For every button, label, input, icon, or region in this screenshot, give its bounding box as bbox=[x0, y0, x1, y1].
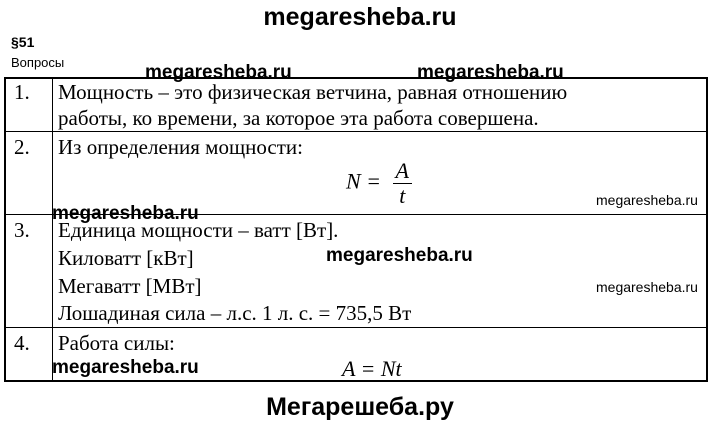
answer-line: Из определения мощности: bbox=[58, 135, 303, 159]
watermark: megaresheba.ru bbox=[145, 62, 292, 83]
answer-line: Мегаватт [МВт] bbox=[58, 274, 202, 298]
watermark: megaresheba.ru bbox=[52, 357, 199, 378]
section-number: §51 bbox=[11, 34, 35, 50]
site-footer: Мегарешеба.ру bbox=[266, 393, 454, 421]
row-number: 4. bbox=[14, 331, 30, 355]
formula-fraction bbox=[393, 159, 412, 208]
answer-line: Работа силы: bbox=[58, 331, 175, 355]
watermark-small: megaresheba.ru bbox=[596, 279, 698, 295]
row-number: 3. bbox=[14, 218, 30, 242]
watermark: megaresheba.ru bbox=[52, 203, 199, 224]
column-divider bbox=[52, 79, 53, 380]
answer-line: Киловатт [кВт] bbox=[58, 246, 194, 270]
row-number: 1. bbox=[14, 80, 30, 104]
watermark-small: megaresheba.ru bbox=[596, 192, 698, 208]
answer-line: Единица мощности – ватт [Вт]. bbox=[58, 218, 339, 242]
answers-table bbox=[4, 77, 708, 382]
watermark: megaresheba.ru bbox=[417, 62, 564, 83]
formula-numerator: A bbox=[393, 159, 412, 184]
answer-line: Лошадиная сила – л.с. 1 л. с. = 735,5 Вт bbox=[58, 301, 412, 325]
section-subtitle: Вопросы bbox=[11, 55, 65, 70]
watermark: megaresheba.ru bbox=[326, 245, 473, 266]
formula-lhs: N = bbox=[346, 168, 382, 194]
formula-denominator: t bbox=[399, 183, 406, 208]
answer-line: Мощность – это физическая ветчина, равная отношению bbox=[58, 80, 568, 104]
row-divider bbox=[6, 131, 706, 132]
answer-line: работы, ко времени, за которое эта работа совершена. bbox=[58, 106, 539, 130]
row-number: 2. bbox=[14, 135, 30, 159]
work-formula: A = Nt bbox=[342, 356, 402, 381]
row-divider bbox=[6, 327, 706, 328]
site-header: megaresheba.ru bbox=[263, 3, 457, 31]
power-formula bbox=[346, 159, 412, 208]
